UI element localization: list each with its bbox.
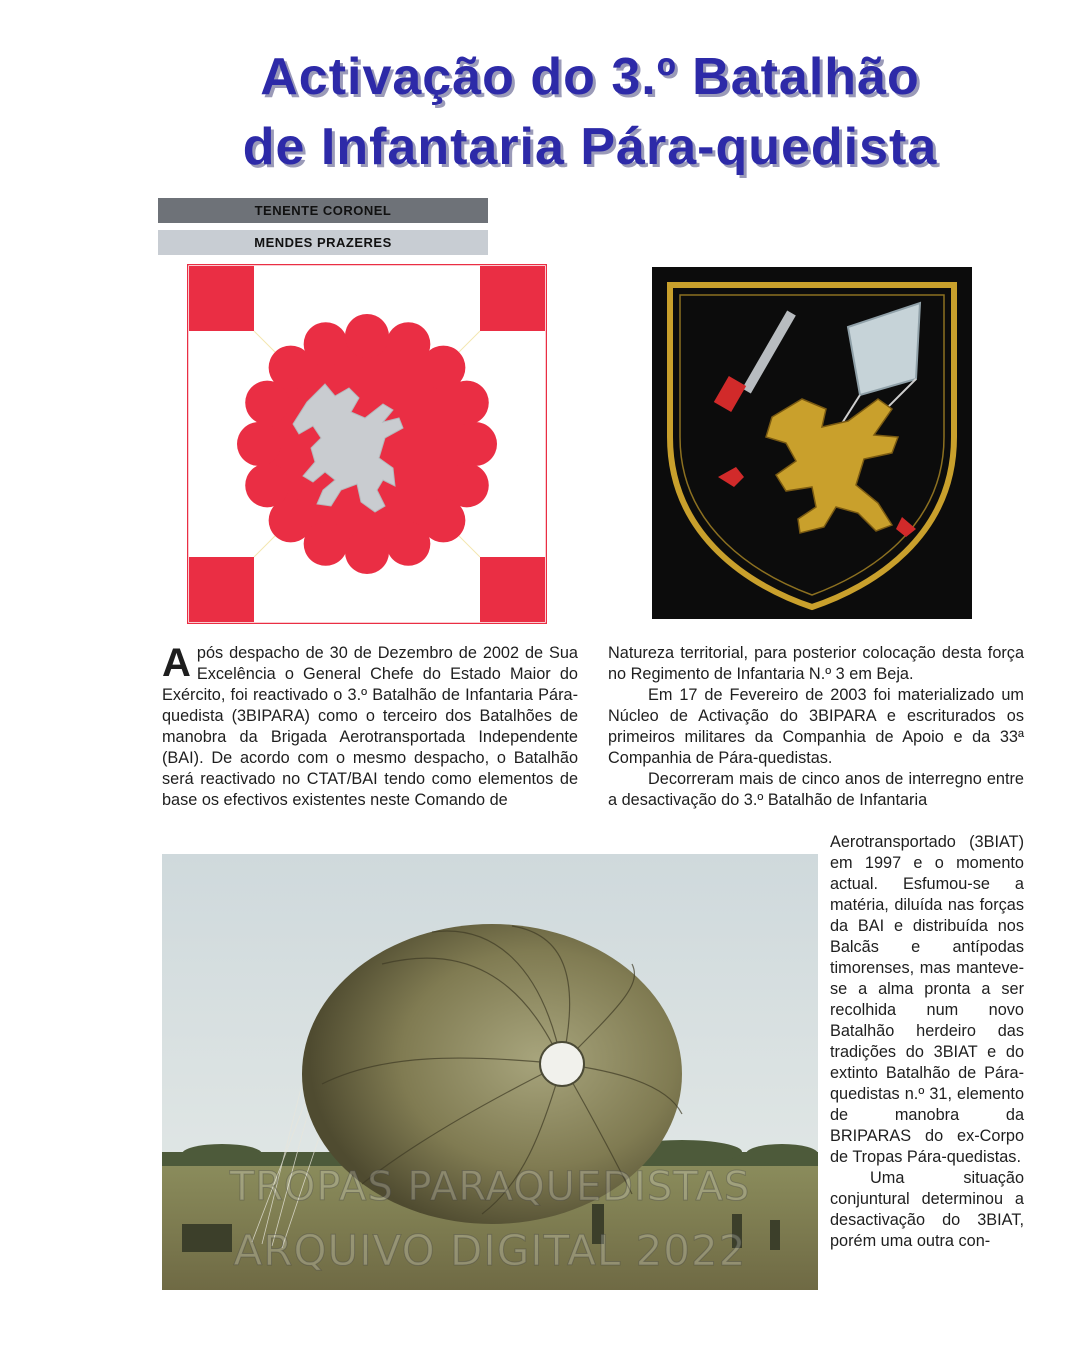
flag-scallop bbox=[345, 530, 389, 574]
flag-scallop bbox=[245, 463, 289, 507]
paragraph-5: Aerotransportado (3BIAT) em 1997 e o momento actual. Esfumou-se a matéria, diluída nas forças da BAI e distribuída nos Balcãs e antípodas timorenses, mas manteve-se a alma pronta a ser recolhida num novo Batalhão herdeiro das tradições do 3BIAT e do extinto Batalhão de Pára-quedistas n.º 31, elemento de manobra da BRIPARAS do ex-Corpo de Tropas Pára-quedistas. bbox=[830, 833, 1024, 1166]
flag-scallop bbox=[237, 422, 281, 466]
battalion-badge-image bbox=[652, 267, 972, 619]
paragraph-1: pós despacho de 30 de Dezembro de 2002 de Sua Excelência o General Chefe do Estado Maior do Exército, foi reactivado o 3.º Batalhão de Infantaria Pára-quedista (3BIPARA) como o terceiro dos Batalhões de manobra da Brigada Aerotransportada Independente (BAI). De acordo com o mesmo despacho, o Batalhão será reactivado no CTAT/BAI tendo como elementos de base os efectivos existentes neste Comando de bbox=[162, 644, 578, 809]
article-column-2 bbox=[608, 643, 1024, 811]
flag-scallop bbox=[304, 322, 348, 366]
paragraph-6: Uma situação conjuntural determinou a desactivação do 3BIAT, porém uma outra con- bbox=[830, 1169, 1024, 1250]
drop-cap: A bbox=[162, 641, 191, 685]
author-rank: TENENTE CORONEL bbox=[158, 198, 488, 223]
paragraph-3: Em 17 de Fevereiro de 2003 foi materializado um Núcleo de Activação do 3BIPARA e escriturados os primeiros militares da Companhia de Apoio e da 33ª Companhia de Pára-quedistas. bbox=[608, 686, 1024, 767]
flag-scallop bbox=[345, 314, 389, 358]
battalion-flag-image bbox=[187, 264, 547, 624]
watermark-line-1: TROPAS PARAQUEDISTAS bbox=[229, 1164, 751, 1210]
parachute-landing-photo bbox=[162, 854, 818, 1290]
article-column-1 bbox=[162, 643, 578, 811]
article-title-line-2: de Infantaria Pára-quedista bbox=[242, 118, 938, 176]
flag-scallop bbox=[386, 522, 430, 566]
flag-scallop bbox=[453, 422, 497, 466]
article-column-3 bbox=[830, 832, 1024, 1252]
article-title-line-1: Activação do 3.º Batalhão bbox=[260, 48, 920, 106]
paragraph-4: Decorreram mais de cinco anos de interregno entre a desactivação do 3.º Batalhão de Infantaria bbox=[608, 770, 1024, 809]
paragraph-2: Natureza territorial, para posterior colocação desta força no Regimento de Infantaria N.º 3 em Beja. bbox=[608, 644, 1024, 683]
flag-scallop bbox=[445, 381, 489, 425]
watermark-line-2: ARQUIVO DIGITAL 2022 bbox=[233, 1226, 747, 1275]
author-name: MENDES PRAZERES bbox=[158, 230, 488, 255]
